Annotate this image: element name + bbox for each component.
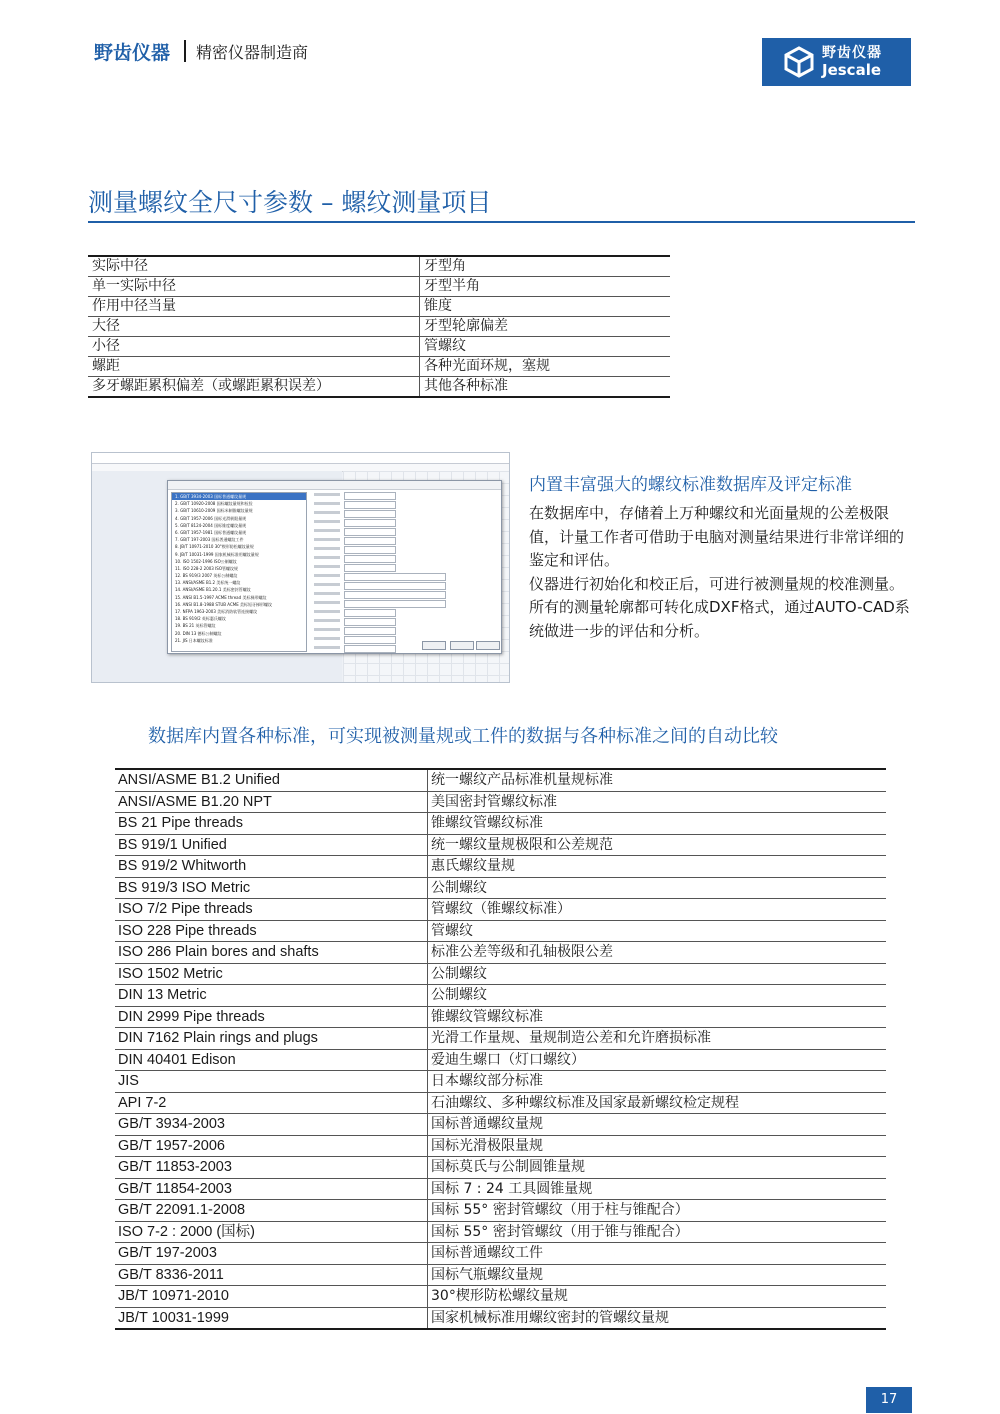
- table-cell-left: BS 919/3 ISO Metric: [115, 877, 428, 899]
- form-field-placeholder: [344, 573, 446, 581]
- table-cell-right: 爱迪生螺口（灯口螺纹）: [428, 1049, 887, 1071]
- table-cell-right: 国标光滑极限量规: [428, 1135, 887, 1157]
- standards-list-item: 11. ISO 228-2 2003 ISO管螺纹规: [175, 565, 238, 571]
- standards-list-item: 13. ANSI/ASME B1.2 美标统一螺纹: [175, 580, 241, 586]
- table-cell-left: GB/T 197-2003: [115, 1243, 428, 1265]
- table-cell-left: 作用中径当量: [88, 297, 420, 317]
- form-field-placeholder: [344, 501, 396, 509]
- table-cell-left: JIS: [115, 1071, 428, 1093]
- dialog-form-row: [310, 600, 496, 608]
- standards-list-item: 14. ANSI/ASME B1.20.1 美标密封管螺纹: [175, 587, 251, 593]
- standards-list-item: 19. BS 21 英标管螺纹: [175, 623, 216, 629]
- standards-table-row: [115, 1200, 886, 1222]
- form-label-placeholder: [314, 547, 340, 550]
- form-label-placeholder: [314, 637, 340, 640]
- form-label-placeholder: [314, 646, 340, 649]
- standards-table-row: [115, 1221, 886, 1243]
- dialog-form-row: [310, 582, 496, 590]
- standards-table-row: [115, 1157, 886, 1179]
- form-label-placeholder: [314, 511, 340, 514]
- dialog-titlebar: [168, 481, 501, 490]
- standards-list-item: 9. JB/T 10031-1999 国家机械标准用螺纹量规: [175, 551, 259, 557]
- dialog-form-row: [310, 555, 496, 563]
- table-cell-left: DIN 2999 Pipe threads: [115, 1006, 428, 1028]
- table-cell-right: 牙型半角: [420, 277, 671, 297]
- standards-table-row: [115, 899, 886, 921]
- table-cell-right: 日本螺纹部分标准: [428, 1071, 887, 1093]
- table-cell-left: ISO 286 Plain bores and shafts: [115, 942, 428, 964]
- company-logo: [762, 38, 911, 86]
- table-cell-left: 大径: [88, 317, 420, 337]
- form-label-placeholder: [314, 583, 340, 586]
- form-label-placeholder: [314, 592, 340, 595]
- table-cell-left: ISO 7-2 : 2000 (国标): [115, 1221, 428, 1243]
- dialog-form-row: [310, 519, 496, 527]
- standards-table-row: [115, 856, 886, 878]
- table-cell-left: DIN 7162 Plain rings and plugs: [115, 1028, 428, 1050]
- table-cell-left: API 7-2: [115, 1092, 428, 1114]
- table-cell-left: DIN 40401 Edison: [115, 1049, 428, 1071]
- form-label-placeholder: [314, 529, 340, 532]
- table-cell-right: 锥度: [420, 297, 671, 317]
- form-field-placeholder: [344, 564, 396, 572]
- table-cell-left: GB/T 11853-2003: [115, 1157, 428, 1179]
- standards-table-row: [115, 1307, 886, 1329]
- description-paragraph: 仪器进行初始化和校正后，可进行被测量规的校准测量。: [529, 574, 905, 593]
- form-label-placeholder: [314, 520, 340, 523]
- header-divider: [184, 40, 186, 62]
- table-cell-left: GB/T 3934-2003: [115, 1114, 428, 1136]
- table-cell-left: GB/T 1957-2006: [115, 1135, 428, 1157]
- standards-table-row: [115, 985, 886, 1007]
- form-field-placeholder: [344, 600, 446, 608]
- table-cell-right: 管螺纹（锥螺纹标准）: [428, 899, 887, 921]
- dialog-form-row: [310, 591, 496, 599]
- standards-list-item: 2. GB/T 10920-2008 国标螺纹量规和检验: [175, 501, 253, 507]
- standards-list-item: 21. JIS 日本螺纹标准: [175, 637, 213, 643]
- standards-table-row: [115, 834, 886, 856]
- standards-table-row: [115, 1049, 886, 1071]
- table-cell-left: GB/T 8336-2011: [115, 1264, 428, 1286]
- dialog-form-row: [310, 510, 496, 518]
- standards-table-row: [115, 1243, 886, 1265]
- form-label-placeholder: [314, 565, 340, 568]
- standards-table-row: [115, 791, 886, 813]
- dialog-form-row: [310, 528, 496, 536]
- table-cell-right: 国标莫氏与公制圆锥量规: [428, 1157, 887, 1179]
- table-cell-right: 国标 7 : 24 工具圆锥量规: [428, 1178, 887, 1200]
- standards-list-item: 16. ANSI B1.8-1988 STUB ACME 美标短牙梯形螺纹: [175, 601, 272, 607]
- form-field-placeholder: [344, 627, 396, 635]
- dialog-form-row: [310, 609, 496, 617]
- logo-english-name: Jescale: [822, 61, 882, 79]
- standards-list-item: 12. BS 919/3 2007 英标公制螺纹: [175, 573, 238, 579]
- form-field-placeholder: [344, 582, 446, 590]
- table-cell-right: 标准公差等级和孔轴极限公差: [428, 942, 887, 964]
- table-cell-right: 锥螺纹管螺纹标准: [428, 1006, 887, 1028]
- dialog-form-row: [310, 546, 496, 554]
- standards-list-item: 8. JB/T 10971-2010 30°楔形防松螺纹量规: [175, 544, 254, 550]
- dialog-form-row: [310, 537, 496, 545]
- standards-table-row: [115, 1264, 886, 1286]
- table-cell-left: BS 21 Pipe threads: [115, 813, 428, 835]
- standards-table-row: [115, 1028, 886, 1050]
- standards-list-item: 20. DIN 13 德标公制螺纹: [175, 630, 222, 636]
- table-cell-left: BS 919/2 Whitworth: [115, 856, 428, 878]
- dialog-form-row: [310, 618, 496, 626]
- table-cell-right: 各种光面环规，塞规: [420, 357, 671, 377]
- table-cell-right: 石油螺纹、多种螺纹标准及国家最新螺纹检定规程: [428, 1092, 887, 1114]
- screenshot-titlebar: [92, 453, 509, 464]
- standards-table-row: [115, 1006, 886, 1028]
- standards-list-item: 7. GB/T 197-2003 国标普通螺纹工件: [175, 537, 244, 543]
- standards-table-row: [115, 1071, 886, 1093]
- table-cell-right: 光滑工作量规、量规制造公差和允许磨损标准: [428, 1028, 887, 1050]
- dialog-form-row: [310, 627, 496, 635]
- table-cell-left: ISO 1502 Metric: [115, 963, 428, 985]
- form-field-placeholder: [344, 528, 396, 536]
- table-cell-left: ANSI/ASME B1.2 Unified: [115, 769, 428, 791]
- items-table-row: [88, 357, 670, 377]
- table-cell-right: 国标普通螺纹工件: [428, 1243, 887, 1265]
- table-cell-right: 管螺纹: [420, 337, 671, 357]
- standards-table-row: [115, 1286, 886, 1308]
- items-table-row: [88, 277, 670, 297]
- dialog-form: [310, 492, 496, 650]
- standards-table-row: [115, 1092, 886, 1114]
- form-label-placeholder: [314, 628, 340, 631]
- dialog-form-row: [310, 492, 496, 500]
- cube-logo-icon: [784, 46, 814, 78]
- form-field-placeholder: [344, 645, 396, 653]
- table-cell-right: 牙型轮廓偏差: [420, 317, 671, 337]
- table-cell-right: 统一螺纹产品标准机量规标准: [428, 769, 887, 791]
- table-cell-left: 实际中径: [88, 256, 420, 277]
- table-cell-right: 其他各种标准: [420, 377, 671, 398]
- screenshot-dialog: [167, 480, 502, 654]
- standards-list: [171, 492, 307, 652]
- table-cell-left: ISO 7/2 Pipe threads: [115, 899, 428, 921]
- standards-table-row: [115, 1178, 886, 1200]
- dialog-cancel-button: [450, 641, 474, 650]
- form-field-placeholder: [344, 537, 396, 545]
- standards-list-item: 15. ANSI B1.5-1997 ACME thread 美标梯形螺纹: [175, 594, 267, 600]
- table-cell-left: GB/T 11854-2003: [115, 1178, 428, 1200]
- table-cell-right: 国家机械标准用螺纹密封的管螺纹量规: [428, 1307, 887, 1329]
- page-title: 测量螺纹全尺寸参数 – 螺纹测量项目: [88, 188, 492, 217]
- form-label-placeholder: [314, 538, 340, 541]
- table-cell-right: 公制螺纹: [428, 877, 887, 899]
- table-cell-left: 小径: [88, 337, 420, 357]
- table-cell-right: 公制螺纹: [428, 963, 887, 985]
- table-cell-left: JB/T 10031-1999: [115, 1307, 428, 1329]
- logo-chinese-name: 野齿仪器: [822, 45, 882, 61]
- standards-list-item: 5. GB/T 8124-2004 国标锥度螺纹量规: [175, 522, 247, 528]
- form-field-placeholder: [344, 555, 396, 563]
- table-cell-left: ANSI/ASME B1.20 NPT: [115, 791, 428, 813]
- form-label-placeholder: [314, 493, 340, 496]
- dialog-form-row: [310, 573, 496, 581]
- form-field-placeholder: [344, 519, 396, 527]
- table-cell-left: 多牙螺距累积偏差（或螺距累积误差）: [88, 377, 420, 398]
- table-cell-right: 国标 55° 密封管螺纹（用于锥与锥配合）: [428, 1221, 887, 1243]
- standards-list-item: 18. BS 919/2 英标惠氏螺纹: [175, 616, 226, 622]
- table-cell-right: 锥螺纹管螺纹标准: [428, 813, 887, 835]
- table-cell-left: 单一实际中径: [88, 277, 420, 297]
- form-label-placeholder: [314, 619, 340, 622]
- description-paragraph: 所有的测量轮廓都可转化成DXF格式，通过AUTO-CAD系统做进一步的评估和分析。: [529, 598, 910, 640]
- items-table-row: [88, 256, 670, 277]
- form-field-placeholder: [344, 492, 396, 500]
- standards-list-item: 17. NFPA 1963-2003 美标消防软管连接螺纹: [175, 609, 258, 614]
- standards-table-row: [115, 769, 886, 791]
- dialog-ok-button: [422, 641, 446, 650]
- table-cell-right: 国标普通螺纹量规: [428, 1114, 887, 1136]
- standards-table-row: [115, 1135, 886, 1157]
- table-cell-left: ISO 228 Pipe threads: [115, 920, 428, 942]
- table-cell-left: 螺距: [88, 357, 420, 377]
- items-table-row: [88, 337, 670, 357]
- table-cell-right: 30°楔形防松螺纹量规: [428, 1286, 887, 1308]
- standards-table-row: [115, 813, 886, 835]
- dialog-help-button: [476, 641, 500, 650]
- table-cell-right: 惠氏螺纹量规: [428, 856, 887, 878]
- table-cell-right: 统一螺纹量规极限和公差规范: [428, 834, 887, 856]
- form-field-placeholder: [344, 546, 396, 554]
- form-field-placeholder: [344, 609, 396, 617]
- measurement-items-table: [88, 255, 670, 398]
- standards-list-item: 6. GB/T 1957-1981 国标普通螺纹量规: [175, 529, 247, 535]
- title-underline: [88, 221, 915, 223]
- standards-comparison-title: 数据库内置各种标准，可实现被测量规或工件的数据与各种标准之间的自动比较: [148, 726, 778, 747]
- standards-list-item: 3. GB/T 10610-2009 国标米制锥螺纹量规: [175, 508, 253, 514]
- form-field-placeholder: [344, 510, 396, 518]
- standards-list-item: 4. GB/T 1957-2006 国标光滑极限量规: [175, 515, 247, 521]
- standards-table-row: [115, 920, 886, 942]
- standards-table-row: [115, 877, 886, 899]
- form-field-placeholder: [344, 618, 396, 626]
- database-description: [529, 502, 914, 643]
- table-cell-left: DIN 13 Metric: [115, 985, 428, 1007]
- items-table-row: [88, 297, 670, 317]
- table-cell-left: BS 919/1 Unified: [115, 834, 428, 856]
- page-number: 17: [866, 1387, 912, 1413]
- standards-list-item: 10. ISO 1502-1996 ISO公制螺纹: [175, 558, 237, 564]
- form-field-placeholder: [344, 591, 446, 599]
- software-screenshot: [91, 452, 510, 683]
- table-cell-left: JB/T 10971-2010: [115, 1286, 428, 1308]
- standards-list-item: 1. GB/T 3934-2003 国标普通螺纹量规: [172, 493, 306, 500]
- table-cell-right: 管螺纹: [428, 920, 887, 942]
- table-cell-right: 美国密封管螺纹标准: [428, 791, 887, 813]
- table-cell-right: 公制螺纹: [428, 985, 887, 1007]
- standards-table: [115, 768, 886, 1330]
- items-table-row: [88, 317, 670, 337]
- standards-table-row: [115, 963, 886, 985]
- standards-table-row: [115, 942, 886, 964]
- header-tagline: 精密仪器制造商: [196, 43, 309, 62]
- description-paragraph: 在数据库中，存储着上万种螺纹和光面量规的公差极限值，计量工作者可借助于电脑对测量结果进行非常详细的鉴定和评估。: [529, 504, 905, 569]
- form-field-placeholder: [344, 636, 396, 644]
- form-label-placeholder: [314, 502, 340, 505]
- table-cell-right: 国标 55° 密封管螺纹（用于柱与锥配合）: [428, 1200, 887, 1222]
- database-section-title: 内置丰富强大的螺纹标准数据库及评定标准: [529, 475, 852, 495]
- form-label-placeholder: [314, 601, 340, 604]
- dialog-form-row: [310, 501, 496, 509]
- header-brand: 野齿仪器: [94, 42, 171, 64]
- table-cell-left: GB/T 22091.1-2008: [115, 1200, 428, 1222]
- table-cell-right: 国标气瓶螺纹量规: [428, 1264, 887, 1286]
- table-cell-right: 牙型角: [420, 256, 671, 277]
- items-table-row: [88, 377, 670, 398]
- form-label-placeholder: [314, 610, 340, 613]
- standards-table-row: [115, 1114, 886, 1136]
- dialog-form-row: [310, 564, 496, 572]
- form-label-placeholder: [314, 556, 340, 559]
- form-label-placeholder: [314, 574, 340, 577]
